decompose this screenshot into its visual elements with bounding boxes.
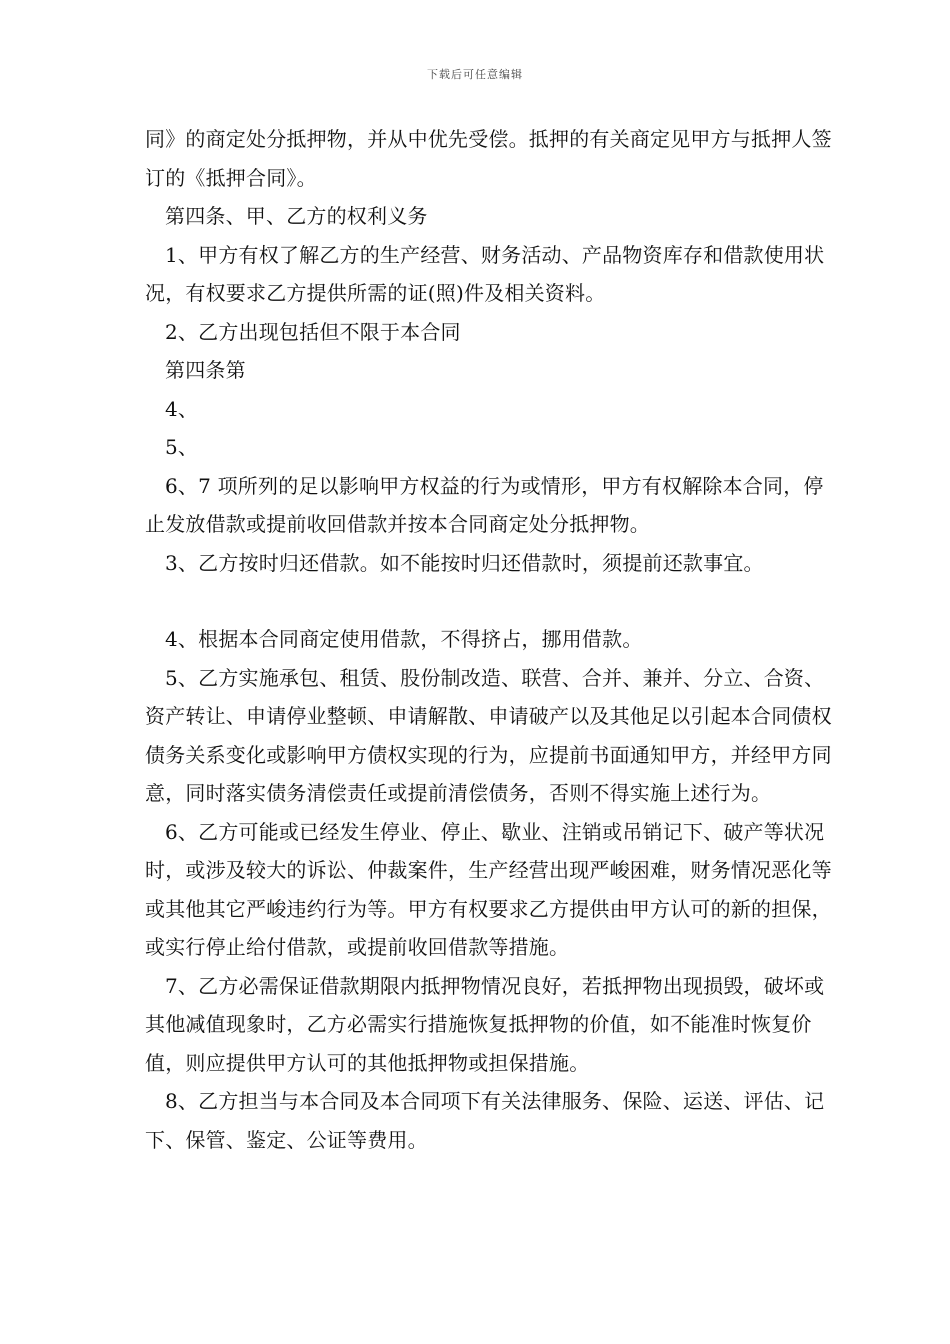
article-four-heading: 第四条、甲、乙方的权利义务 [165, 204, 428, 228]
clause-2-ref-article: 第四条第 [165, 358, 246, 382]
clause-2-ref-5: 5、 [165, 435, 199, 459]
paragraph-continuation: 同》的商定处分抵押物，并从中优先受偿。抵押的有关商定见甲方与抵押人签订的《抵押合同》。 [145, 127, 832, 190]
document-body [145, 120, 835, 1159]
page-header: 下载后可任意编辑 [427, 68, 523, 81]
blank-line [145, 582, 835, 620]
clause-5: 5、乙方实施承包、租赁、股份制改造、联营、合并、兼并、分立、合资、资产转让、申请停业整顿、申请解散、申请破产以及其他足以引起本合同债权债务关系变化或影响甲方债权实现的行为，应提前书面通知甲方，并经甲方同意，同时落实债务清偿责任或提前清偿债务，否则不得实施上述行为。 [145, 665, 832, 805]
clause-6: 6、乙方可能或已经发生停业、停止、歇业、注销或吊销记下、破产等状况时，或涉及较大的诉讼、仲裁案件，生产经营出现严峻困难，财务情况恶化等或其他其它严峻违约行为等。甲方有权要求乙方提供由甲方认可的新的担保，或实行停止给付借款，或提前收回借款等措施。 [145, 819, 832, 959]
clause-2-ref-6-7: 6、7 项所列的足以影响甲方权益的行为或情形，甲方有权解除本合同，停止发放借款或提前收回借款并按本合同商定处分抵押物。 [145, 473, 824, 536]
clause-4: 4、根据本合同商定使用借款，不得挤占，挪用借款。 [165, 627, 643, 651]
clause-1: 1、甲方有权了解乙方的生产经营、财务活动、产品物资库存和借款使用状况，有权要求乙方提供所需的证(照)件及相关资料。 [145, 242, 825, 305]
clause-2: 2、乙方出现包括但不限于本合同 [165, 319, 461, 344]
clause-7: 7、乙方必需保证借款期限内抵押物情况良好，若抵押物出现损毁，破坏或其他减值现象时，乙方必需实行措施恢复抵押物的价值，如不能准时恢复价值，则应提供甲方认可的其他抵押物或担保措施。 [145, 973, 825, 1075]
clause-8: 8、乙方担当与本合同及本合同项下有关法律服务、保险、运送、评估、记下、保管、鉴定、公证等费用。 [145, 1089, 825, 1152]
clause-2-ref-4: 4、 [165, 396, 199, 421]
clause-3: 3、乙方按时归还借款。如不能按时归还借款时，须提前还款事宜。 [165, 550, 764, 575]
